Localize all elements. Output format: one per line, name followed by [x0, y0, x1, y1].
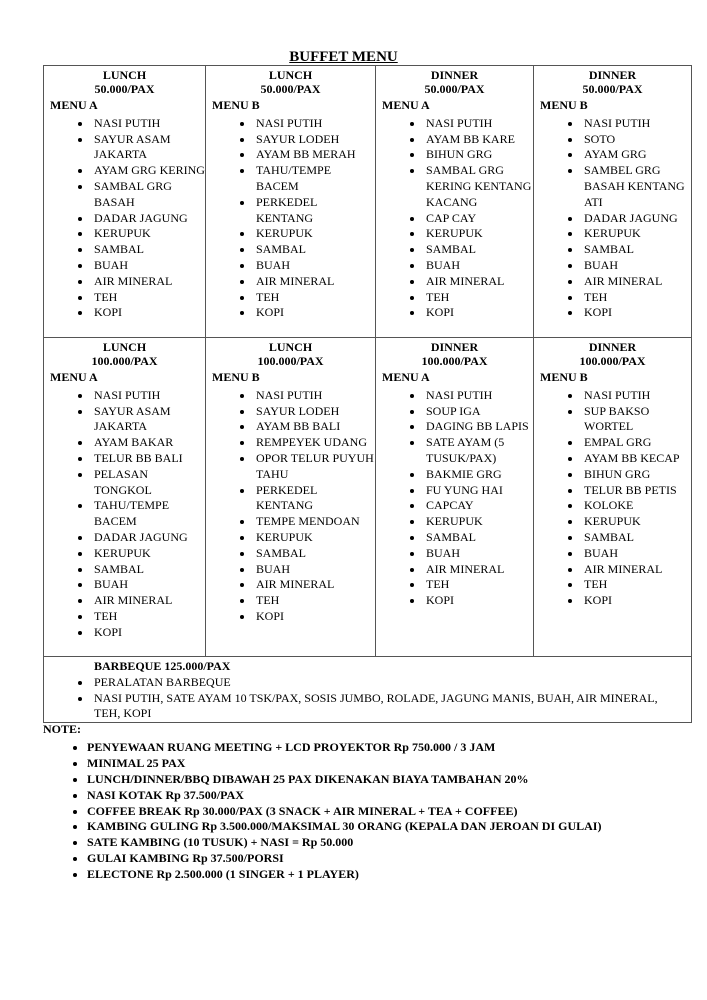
list-item: • NASI PUTIH: [582, 388, 691, 404]
menu-label: MENU A: [50, 98, 98, 112]
meal-heading: [44, 338, 205, 368]
list-item: • PERALATAN BARBEQUE: [92, 675, 691, 691]
menu-items-list: [376, 116, 533, 321]
list-item: • KERUPUK: [582, 226, 691, 242]
meal-name: LUNCH: [268, 68, 313, 82]
list-item: • SAMBEL GRG BASAH KENTANG ATI: [582, 163, 691, 210]
list-item: • AYAM GRG KERING: [92, 163, 205, 179]
buffet-menu-table: [43, 65, 692, 723]
meal-heading: [376, 338, 533, 368]
list-item: • TEMPE MENDOAN: [254, 514, 375, 530]
list-item: • AIR MINERAL: [254, 274, 375, 290]
meal-price: 100.000/PAX: [91, 354, 158, 368]
list-item: • TEH: [424, 290, 533, 306]
menu-items-list: [44, 116, 205, 321]
list-item: • NASI PUTIH: [92, 388, 205, 404]
list-item: • SAYUR LODEH: [254, 132, 375, 148]
menu-row-50k: [44, 66, 692, 338]
list-item: • BUAH: [424, 258, 533, 274]
list-item: • KERUPUK: [254, 530, 375, 546]
list-item: • LUNCH/DINNER/BBQ DIBAWAH 25 PAX DIKENAKAN BIAYA TAMBAHAN 20%: [87, 772, 693, 788]
list-item: • BUAH: [582, 546, 691, 562]
list-item: • NASI PUTIH: [254, 116, 375, 132]
list-item: • ELECTONE Rp 2.500.000 (1 SINGER + 1 PLAYER): [87, 867, 693, 883]
list-item: • SATE AYAM (5 TUSUK/PAX): [424, 435, 533, 467]
list-item: • CAP CAY: [424, 211, 533, 227]
list-item: • SAMBAL: [254, 546, 375, 562]
list-item: • NASI PUTIH: [582, 116, 691, 132]
bbq-cell: [44, 657, 692, 723]
list-item: • BAKMIE GRG: [424, 467, 533, 483]
list-item: • KOPI: [92, 625, 205, 641]
list-item: • TEH: [582, 577, 691, 593]
menu-label: MENU A: [382, 370, 430, 384]
list-item: • NASI PUTIH, SATE AYAM 10 TSK/PAX, SOSIS JUMBO, ROLADE, JAGUNG MANIS, BUAH, AIR MINERAL, TEH, KOPI: [92, 691, 691, 723]
list-item: • TEH: [254, 593, 375, 609]
meal-heading: [534, 338, 691, 368]
list-item: • SAMBAL: [582, 242, 691, 258]
list-item: • KERUPUK: [582, 514, 691, 530]
list-item: • AIR MINERAL: [92, 274, 205, 290]
menu-cell: [376, 66, 534, 338]
list-item: • BUAH: [424, 546, 533, 562]
list-item: • GULAI KAMBING Rp 37.500/PORSI: [87, 851, 693, 867]
list-item: • SAYUR LODEH: [254, 404, 375, 420]
list-item: • AYAM BAKAR: [92, 435, 205, 451]
bbq-title: BARBEQUE 125.000/PAX: [94, 659, 231, 673]
meal-price: 50.000/PAX: [94, 82, 155, 96]
menu-items-list: [534, 116, 691, 321]
meal-heading: [376, 66, 533, 96]
menu-cell: [206, 66, 376, 338]
list-item: • NASI KOTAK Rp 37.500/PAX: [87, 788, 693, 804]
list-item: • KERUPUK: [424, 514, 533, 530]
list-item: • SAYUR ASAM JAKARTA: [92, 132, 205, 164]
meal-price: 50.000/PAX: [424, 82, 485, 96]
list-item: • BUAH: [582, 258, 691, 274]
list-item: • CAPCAY: [424, 498, 533, 514]
list-item: • KOLOKE: [582, 498, 691, 514]
list-item: • TAHU/TEMPE BACEM: [254, 163, 375, 195]
menu-items-list: [534, 388, 691, 609]
list-item: • SOUP IGA: [424, 404, 533, 420]
list-item: • KOPI: [254, 609, 375, 625]
list-item: • PERKEDEL KENTANG: [254, 195, 375, 227]
meal-price: 100.000/PAX: [257, 354, 324, 368]
list-item: • NASI PUTIH: [92, 116, 205, 132]
list-item: • NASI PUTIH: [424, 116, 533, 132]
list-item: • KERUPUK: [92, 226, 205, 242]
bbq-list: [44, 675, 691, 722]
list-item: • AYAM BB BALI: [254, 419, 375, 435]
list-item: • MINIMAL 25 PAX: [87, 756, 693, 772]
menu-items-list: [206, 388, 375, 625]
meal-price: 50.000/PAX: [582, 82, 643, 96]
list-item: • PENYEWAAN RUANG MEETING + LCD PROYEKTOR Rp 750.000 / 3 JAM: [87, 740, 693, 756]
list-item: • SAMBAL GRG BASAH: [92, 179, 205, 211]
meal-name: DINNER: [588, 340, 637, 354]
menu-cell: [534, 66, 692, 338]
list-item: • TELUR BB PETIS: [582, 483, 691, 499]
notes-section: [43, 722, 693, 883]
list-item: • PERKEDEL KENTANG: [254, 483, 375, 515]
meal-price: 100.000/PAX: [421, 354, 488, 368]
menu-cell: [376, 338, 534, 657]
list-item: • DADAR JAGUNG: [92, 211, 205, 227]
list-item: • AYAM BB MERAH: [254, 147, 375, 163]
list-item: • TAHU/TEMPE BACEM: [92, 498, 205, 530]
list-item: • KERUPUK: [254, 226, 375, 242]
menu-items-list: [44, 388, 205, 641]
list-item: • BUAH: [92, 577, 205, 593]
menu-label: MENU B: [540, 98, 588, 112]
list-item: • AIR MINERAL: [92, 593, 205, 609]
list-item: • REMPEYEK UDANG: [254, 435, 375, 451]
list-item: • EMPAL GRG: [582, 435, 691, 451]
list-item: • SAMBAL: [424, 242, 533, 258]
meal-heading: [206, 66, 375, 96]
list-item: • SAYUR ASAM JAKARTA: [92, 404, 205, 436]
meal-price: 50.000/PAX: [260, 82, 321, 96]
list-item: • AIR MINERAL: [424, 274, 533, 290]
list-item: • KOPI: [582, 305, 691, 321]
menu-label: MENU B: [212, 98, 260, 112]
list-item: • KAMBING GULING Rp 3.500.000/MAKSIMAL 30 ORANG (KEPALA DAN JEROAN DI GULAI): [87, 819, 693, 835]
menu-cell: [206, 338, 376, 657]
list-item: • BUAH: [92, 258, 205, 274]
list-item: • KOPI: [254, 305, 375, 321]
meal-heading: [44, 66, 205, 96]
list-item: • TEH: [582, 290, 691, 306]
list-item: • KOPI: [424, 305, 533, 321]
note-list: [43, 740, 693, 883]
list-item: • KOPI: [582, 593, 691, 609]
page-title-text: BUFFET MENU: [289, 49, 398, 65]
list-item: • TELUR BB BALI: [92, 451, 205, 467]
list-item: • SATE KAMBING (10 TUSUK) + NASI = Rp 50.000: [87, 835, 693, 851]
list-item: • DAGING BB LAPIS: [424, 419, 533, 435]
list-item: • TEH: [424, 577, 533, 593]
list-item: • KOPI: [424, 593, 533, 609]
menu-cell: [534, 338, 692, 657]
menu-row-100k: [44, 338, 692, 657]
list-item: • SAMBAL GRG KERING KENTANG KACANG: [424, 163, 533, 210]
note-label: NOTE:: [43, 722, 82, 736]
menu-cell: [44, 66, 206, 338]
list-item: • TEH: [254, 290, 375, 306]
list-item: • SUP BAKSO WORTEL: [582, 404, 691, 436]
list-item: • COFFEE BREAK Rp 30.000/PAX (3 SNACK + AIR MINERAL + TEA + COFFEE): [87, 804, 693, 820]
meal-price: 100.000/PAX: [579, 354, 646, 368]
list-item: • SAMBAL: [424, 530, 533, 546]
list-item: • SAMBAL: [92, 242, 205, 258]
meal-name: DINNER: [430, 68, 479, 82]
meal-name: DINNER: [430, 340, 479, 354]
menu-label: MENU B: [540, 370, 588, 384]
meal-heading: [534, 66, 691, 96]
menu-label: MENU A: [50, 370, 98, 384]
meal-name: LUNCH: [102, 68, 147, 82]
list-item: • NASI PUTIH: [254, 388, 375, 404]
list-item: • AYAM BB KECAP: [582, 451, 691, 467]
list-item: • AIR MINERAL: [254, 577, 375, 593]
menu-items-list: [206, 116, 375, 321]
bbq-row: [44, 657, 692, 723]
menu-label: MENU B: [212, 370, 260, 384]
list-item: • TEH: [92, 609, 205, 625]
list-item: • AIR MINERAL: [582, 274, 691, 290]
list-item: • BIHUN GRG: [424, 147, 533, 163]
meal-name: DINNER: [588, 68, 637, 82]
meal-name: LUNCH: [102, 340, 147, 354]
list-item: • PELASAN TONGKOL: [92, 467, 205, 499]
list-item: • SAMBAL: [254, 242, 375, 258]
list-item: • NASI PUTIH: [424, 388, 533, 404]
list-item: • BUAH: [254, 258, 375, 274]
list-item: • KERUPUK: [424, 226, 533, 242]
meal-heading: [206, 338, 375, 368]
list-item: • AYAM GRG: [582, 147, 691, 163]
menu-cell: [44, 338, 206, 657]
list-item: • FU YUNG HAI: [424, 483, 533, 499]
list-item: • KOPI: [92, 305, 205, 321]
list-item: • AIR MINERAL: [582, 562, 691, 578]
list-item: • DADAR JAGUNG: [582, 211, 691, 227]
list-item: • KERUPUK: [92, 546, 205, 562]
list-item: • TEH: [92, 290, 205, 306]
page-title: [0, 49, 707, 65]
list-item: • BUAH: [254, 562, 375, 578]
list-item: • SAMBAL: [92, 562, 205, 578]
menu-items-list: [376, 388, 533, 609]
menu-label: MENU A: [382, 98, 430, 112]
list-item: • DADAR JAGUNG: [92, 530, 205, 546]
list-item: • SOTO: [582, 132, 691, 148]
list-item: • AIR MINERAL: [424, 562, 533, 578]
meal-name: LUNCH: [268, 340, 313, 354]
list-item: • SAMBAL: [582, 530, 691, 546]
list-item: • BIHUN GRG: [582, 467, 691, 483]
list-item: • AYAM BB KARE: [424, 132, 533, 148]
list-item: • OPOR TELUR PUYUH TAHU: [254, 451, 375, 483]
